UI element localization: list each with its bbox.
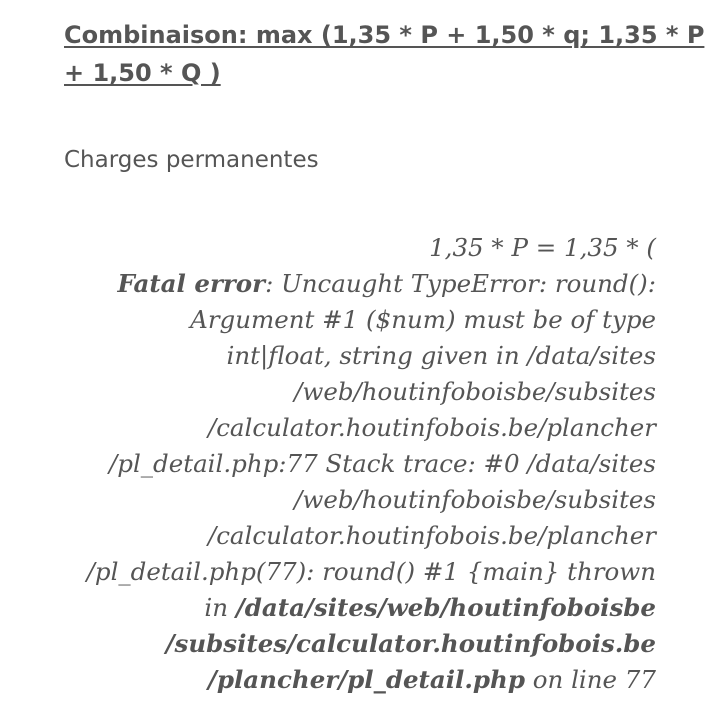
error-label: Fatal error	[117, 269, 266, 298]
formula-block	[56, 230, 656, 698]
error-message-line: /web/houtinfoboisbe/subsites	[294, 377, 656, 406]
error-line-suffix: on line 77	[524, 665, 656, 694]
error-file-path: /subsites/calculator.houtinfobois.be	[165, 629, 656, 658]
combination-line-1: Combinaison: max (1,35 * P + 1,50 * q; 1,35 * P	[64, 21, 705, 49]
error-in-word: in	[204, 593, 236, 622]
error-message-line: /calculator.houtinfobois.be/plancher	[207, 413, 656, 442]
error-message-line: /calculator.houtinfobois.be/plancher	[207, 521, 656, 550]
error-file-path: /data/sites/web/houtinfoboisbe	[235, 593, 656, 622]
error-line-1	[117, 269, 656, 298]
error-file-line-1	[204, 593, 656, 622]
combination-line-2: + 1,50 * Q )	[64, 59, 221, 87]
error-file-line-3	[208, 665, 656, 694]
error-file-path: /plancher/pl_detail.php	[207, 665, 525, 694]
error-message-line: /pl_detail.php:77 Stack trace: #0 /data/sites	[109, 449, 656, 478]
error-message-line: : Uncaught TypeError: round():	[265, 269, 656, 298]
combination-heading	[64, 16, 705, 92]
error-message-line: Argument #1 ($num) must be of type	[190, 305, 656, 334]
error-message-line: /web/houtinfoboisbe/subsites	[294, 485, 656, 514]
formula-prefix: 1,35 * P = 1,35 * (	[429, 233, 656, 262]
section-title: Charges permanentes	[64, 147, 319, 173]
error-message-line: /pl_detail.php(77): round() #1 {main} thrown	[86, 557, 656, 586]
error-message-line: int|float, string given in /data/sites	[226, 341, 656, 370]
